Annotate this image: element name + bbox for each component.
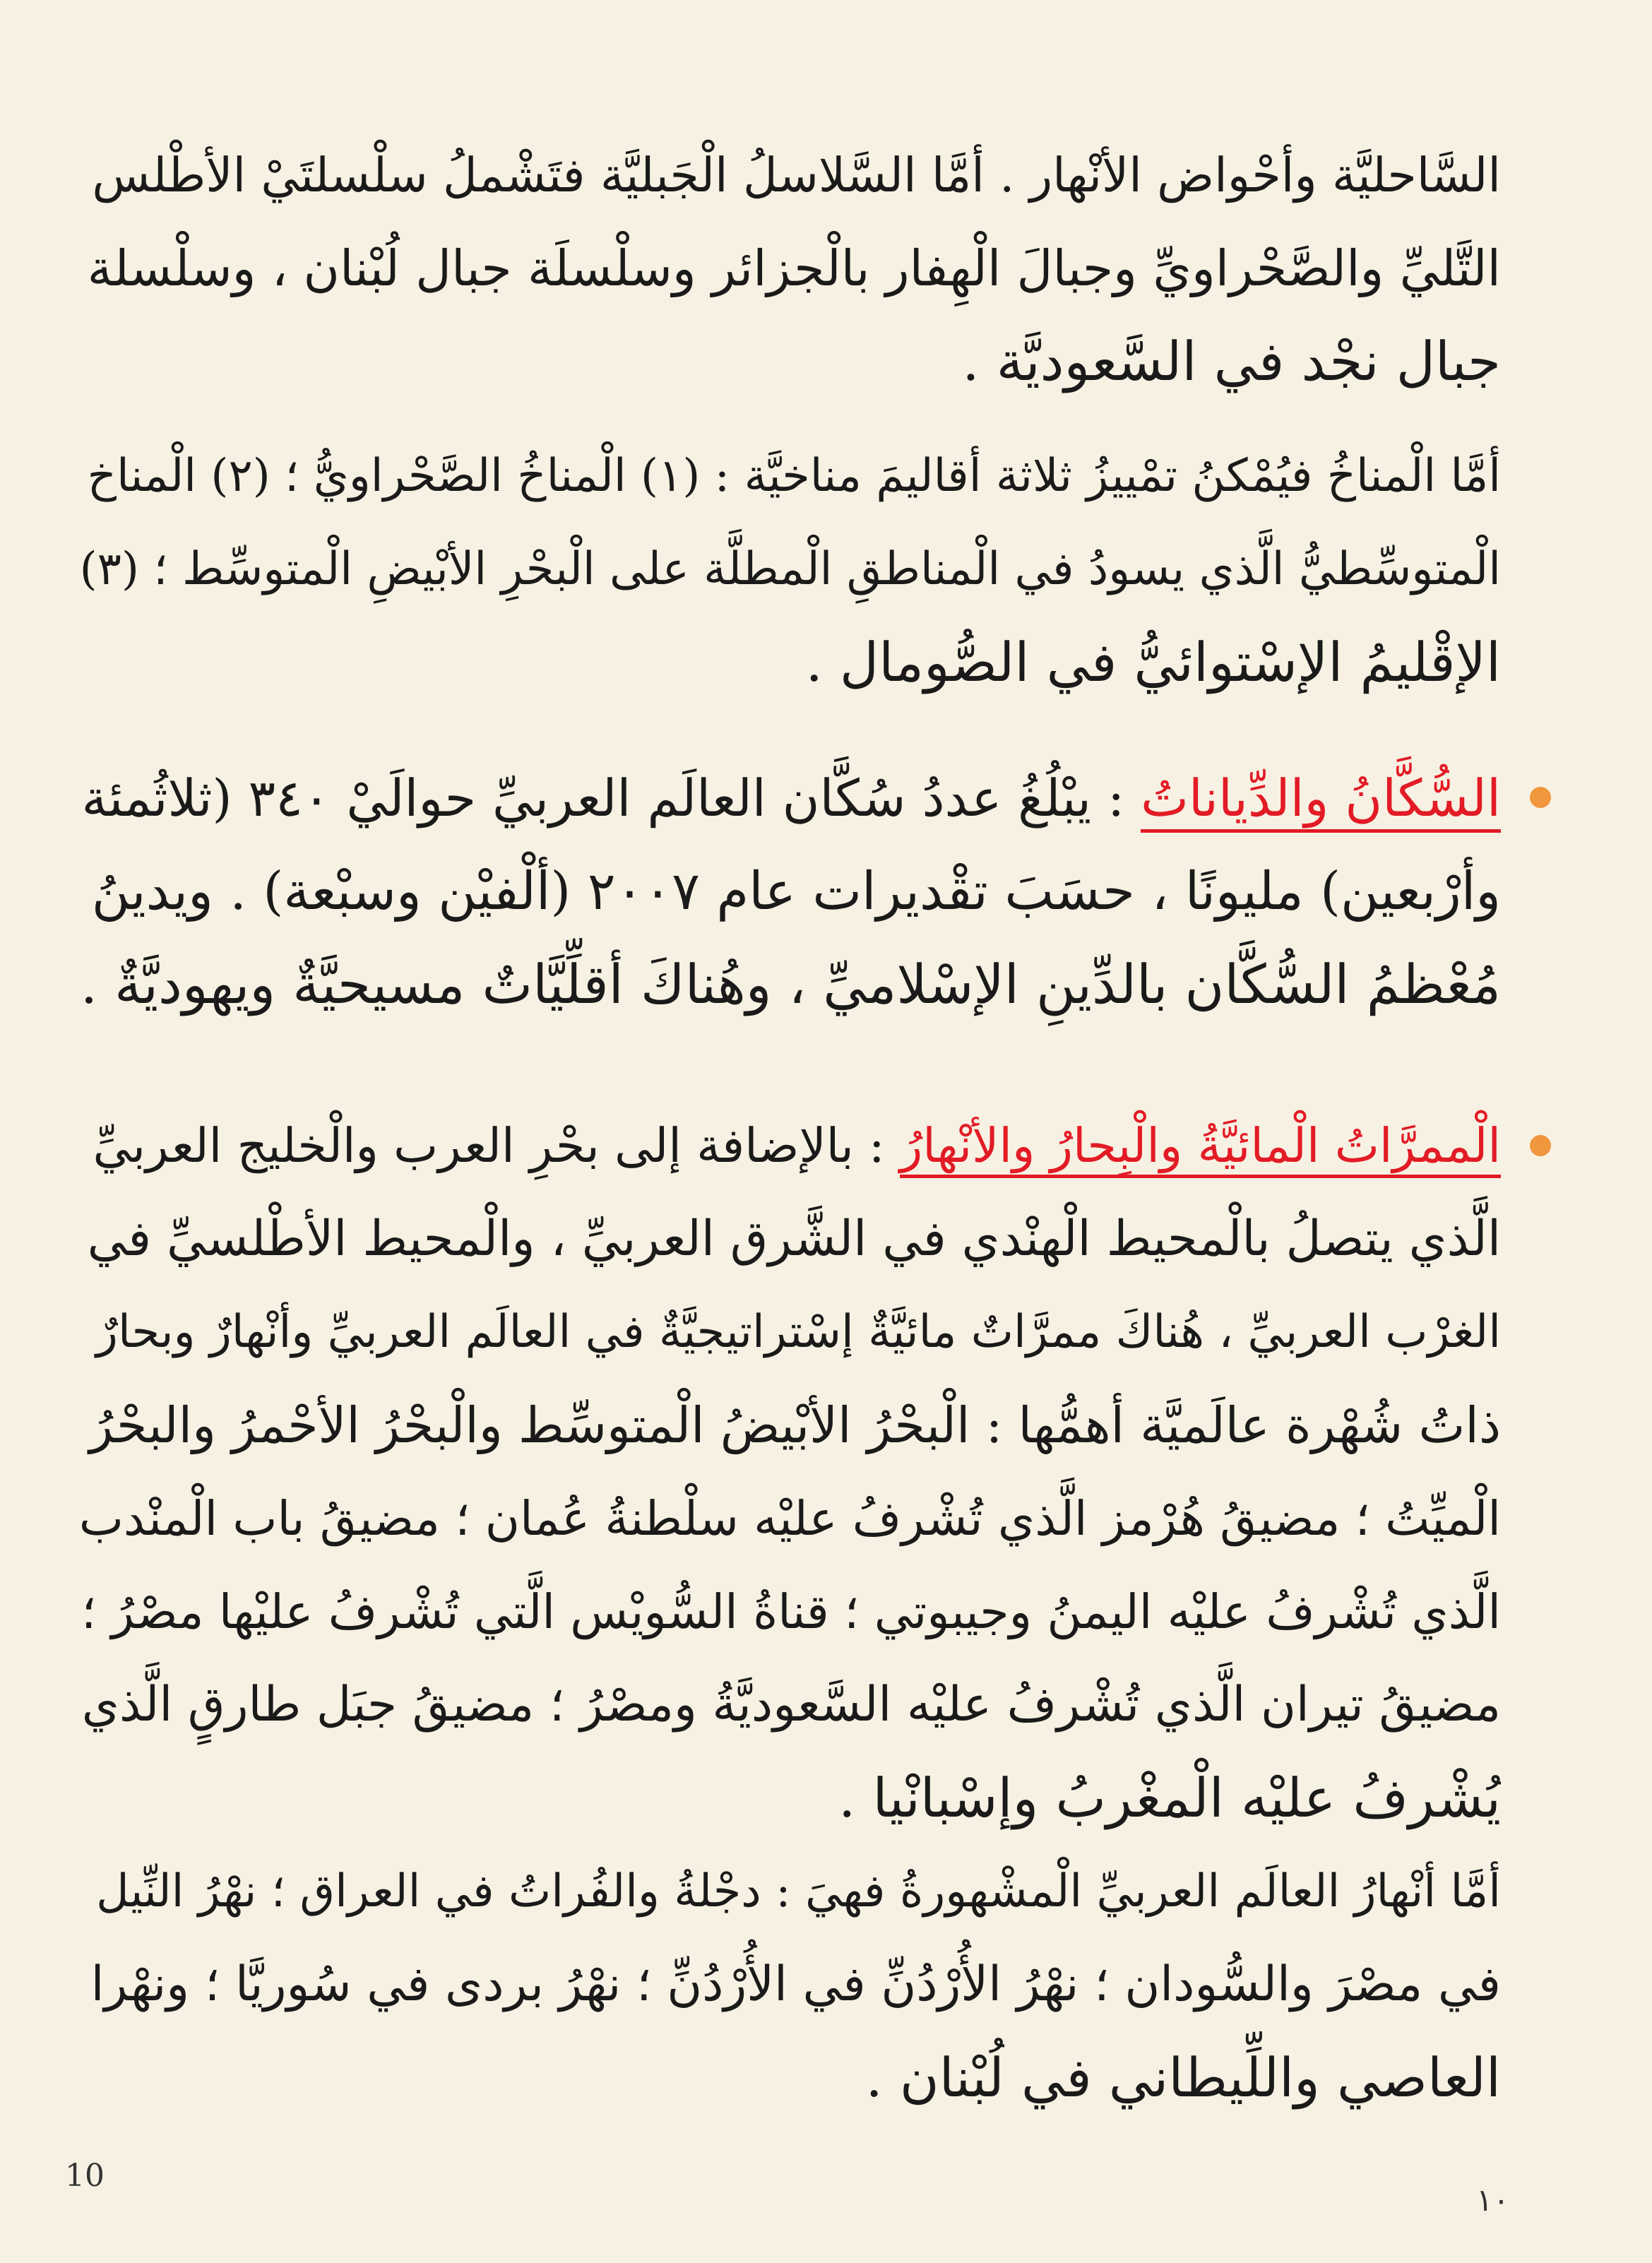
text-line: وأرْبعين) مليونًا ، حسَبَ تقْديرات عام ٢٠٠٧ (ألْفيْن وسبْعة) . ويدينُ <box>91 861 1501 922</box>
text-line: مضيقُ تيران الَّذي تُشْرفُ عليْه السَّعوديَّةُ ومصْرُ ؛ مضيقُ جبَل طارقٍ الَّذي <box>81 1677 1501 1733</box>
text-line <box>78 752 1501 845</box>
waterways-section <box>78 1099 1501 1845</box>
text-line: الإقْليمُ الإسْتوائيُّ في الصُّومال . <box>805 631 1501 694</box>
page-number-latin: 10 <box>65 2158 105 2194</box>
text-line: التَّليِّ والصَّحْراويِّ وجبالَ الْهِفار بالْجزائر وسلْسلَة جبال لُبْنان ، وسلْسلة <box>87 239 1501 297</box>
waterways-intro: : بالإضافة إلى بحْرِ العرب والْخليج العربيِّ <box>93 1118 900 1173</box>
text-line: الغرْب العربيِّ ، هُناكَ ممرَّاتٌ مائيَّةٌ إسْتراتيجيَّةٌ في العالَم العربيِّ وأنْهارٌ وبحارٌ <box>96 1306 1501 1358</box>
text-line: مُعْظمُ السُّكَّان بالدِّينِ الإسْلاميِّ ، وهُناكَ أقلِّيَّاتٌ مسيحيَّةٌ ويهوديَّةٌ . <box>80 953 1501 1016</box>
text-line: الْميِّتُ ؛ مضيقُ هُرْمز الَّذي تُشْرفُ عليْه سلْطنةُ عُمان ؛ مضيقُ باب الْمنْدب <box>78 1491 1501 1546</box>
text-line: الَّذي يتصلُ بالْمحيط الْهنْدي في الشَّرق العربيِّ ، والْمحيط الأطْلسيِّ في <box>87 1211 1501 1267</box>
text-line: العاصي واللِّيطاني في لُبْنان . <box>865 2046 1501 2109</box>
climate-paragraph <box>78 429 1501 709</box>
text-line: يُشْرفُ عليْه الْمغْربُ وإسْبانْيا . <box>838 1766 1501 1829</box>
population-section <box>78 752 1501 1031</box>
population-intro: : يبْلُغُ عددُ سُكَّان العالَم العربيِّ حوالَيْ ٣٤٠ (ثلاثُمئة <box>81 768 1141 828</box>
text-line: الْمتوسِّطيُّ الَّذي يسودُ في الْمناطقِ الْمطلَّة على الْبحْرِ الأبْيضِ الْمتوسِّط ؛ (٣) <box>79 543 1501 595</box>
waterways-bullet-icon <box>1530 1135 1551 1156</box>
text-line: الَّذي تُشْرفُ عليْه اليمنُ وجيبوتي ؛ قناةُ السُّويْس الَّتي تُشْرفُ عليْها مصْرُ ؛ <box>81 1584 1501 1639</box>
text-line: أمَّا الْمناخُ فيُمْكنُ تمْييزُ ثلاثة أقاليمَ مناخيَّة : (١) الْمناخُ الصَّحْراويُّ ؛ (٢) الْمناخ <box>87 450 1501 502</box>
population-bullet-icon <box>1530 787 1551 808</box>
text-line: جبال نجْد في السَّعوديَّة . <box>962 330 1501 393</box>
geography-paragraph <box>78 129 1501 408</box>
text-line: ذاتُ شُهْرة عالَميَّة أهمُّها : الْبحْرُ الأبْيضُ الْمتوسِّط والْبحْرُ الأحْمرُ والبحْرُ <box>89 1396 1501 1454</box>
text-line: السَّاحليَّة وأحْواض الأنْهار . أمَّا السَّلاسلُ الْجَبليَّة فتَشْملُ سلْسلتَيْ الأطْلس <box>92 148 1501 203</box>
text-line <box>78 1099 1501 1192</box>
page-number-arabic: ١٠ <box>1476 2182 1510 2219</box>
text-line: أمَّا أنْهارُ العالَم العربيِّ الْمشْهورةُ فهيَ : دجْلةُ والفُراتُ في العراق ؛ نهْرُ النِّيل <box>96 1865 1501 1918</box>
waterways-heading: الْممرَّاتُ الْمائيَّةُ والْبِحارُ والأنْهارُ <box>900 1118 1501 1178</box>
population-heading: السُّكَّانُ والدِّياناتُ <box>1141 768 1501 833</box>
rivers-paragraph <box>78 1845 1501 2125</box>
text-line: في مصْرَ والسُّودان ؛ نهْرُ الأُرْدُنِّ في الأُرْدُنِّ ؛ نهْرُ بردى في سُوريَّا ؛ ونهْرا <box>90 1956 1501 2012</box>
